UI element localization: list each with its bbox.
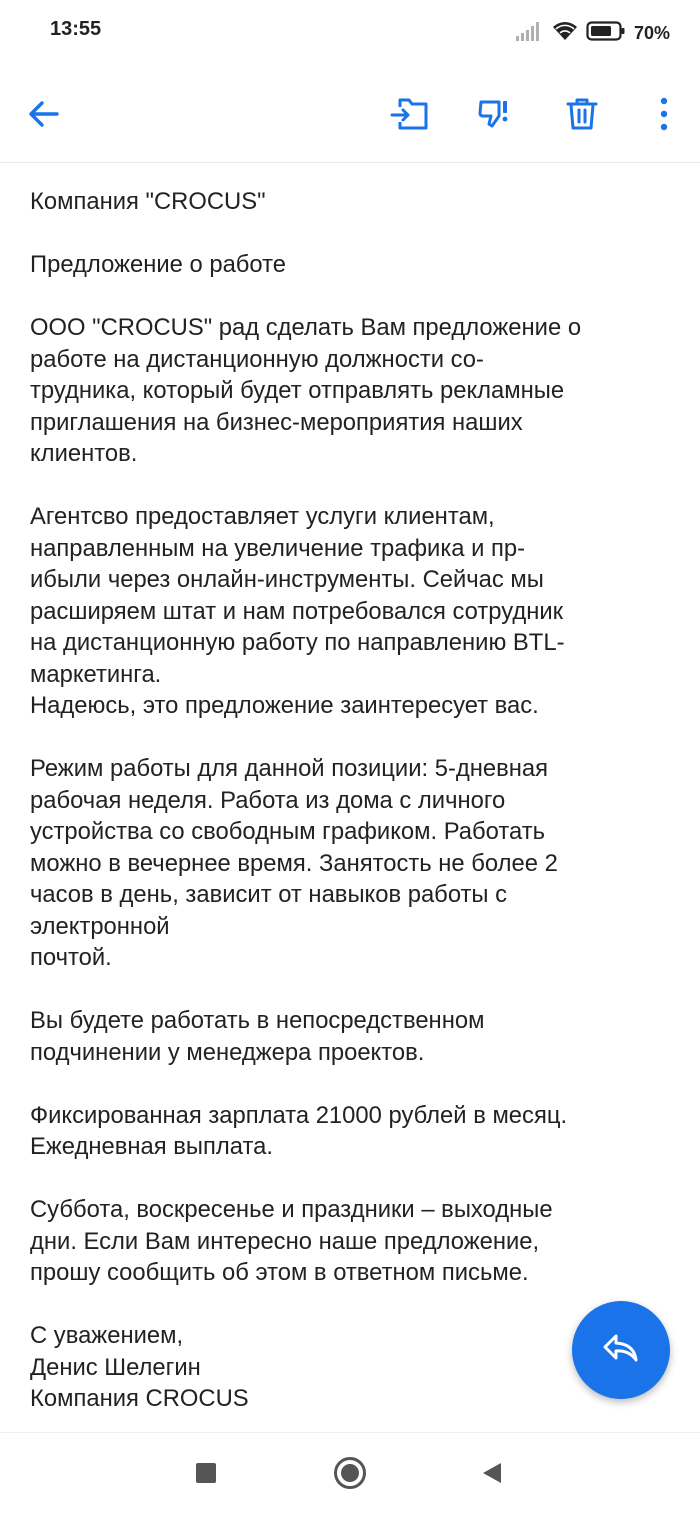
battery-icon (586, 20, 626, 47)
nav-back-button[interactable] (470, 1453, 514, 1497)
email-paragraph: Вы будете работать в непосредственном подчинении у менеджера проектов. (30, 1007, 485, 1066)
more-options-button[interactable] (638, 90, 690, 142)
battery-percent: 70% (633, 22, 670, 43)
system-nav-bar (0, 1432, 700, 1518)
email-paragraph: Агентсво предоставляет услуги клиентам, направленным на увеличение трафика и пр- ибыли через онлайн-инструменты. Сейчас мы расширяем штат и нам потребовался сотрудник на дистанционную работу по направлению BTL- маркетинга. Надеюсь, это предложение заинтересует вас. (30, 503, 565, 719)
status-time: 13:55 (50, 18, 102, 40)
recents-button[interactable] (184, 1453, 228, 1497)
back-triangle-icon (481, 1462, 503, 1489)
reply-fab-button[interactable] (572, 1301, 670, 1399)
delete-button[interactable] (556, 90, 608, 142)
report-spam-button[interactable] (470, 90, 522, 142)
back-button[interactable] (18, 90, 70, 142)
recents-square-icon (195, 1462, 217, 1489)
home-circle-icon (333, 1456, 367, 1495)
reply-icon (602, 1331, 640, 1370)
trash-icon (565, 96, 599, 137)
email-paragraph: ООО "CROCUS" рад сделать Вам предложение о работе на дистанционную должности со- трудника, который будет отправлять рекламные приглашения на бизнес-мероприятия наших клиентов. (30, 314, 582, 467)
email-paragraph: Суббота, воскресенье и праздники – выходные дни. Если Вам интересно наше предложение, прошу сообщить об этом в ответном письме. (30, 1196, 553, 1286)
status-bar (0, 0, 700, 64)
signal-icon (516, 21, 544, 46)
email-paragraph: Фиксированная зарплата 21000 рублей в месяц. Ежедневная выплата. (30, 1101, 568, 1160)
status-icons (516, 20, 670, 46)
more-vert-icon (658, 96, 670, 137)
move-to-folder-button[interactable] (384, 90, 436, 142)
wifi-icon (552, 20, 578, 47)
spam-thumb-down-icon (477, 96, 515, 137)
email-paragraph: Компания "CROCUS" (30, 188, 266, 215)
email-toolbar (0, 70, 700, 163)
email-body (30, 186, 670, 1415)
email-paragraph: Режим работы для данной позиции: 5-дневная рабочая неделя. Работа из дома с личного устройства со свободным графиком. Работать можно в вечернее время. Занятость не более 2 часов в день, зависит от навыков работы с электронной почтой. (30, 755, 558, 971)
email-paragraph: Предложение о работе (30, 251, 287, 278)
email-signature: С уважением, Денис Шелегин Компания CROCUS (30, 1322, 249, 1412)
home-button[interactable] (328, 1453, 372, 1497)
move-to-folder-icon (390, 96, 430, 137)
back-arrow-icon (26, 96, 62, 137)
